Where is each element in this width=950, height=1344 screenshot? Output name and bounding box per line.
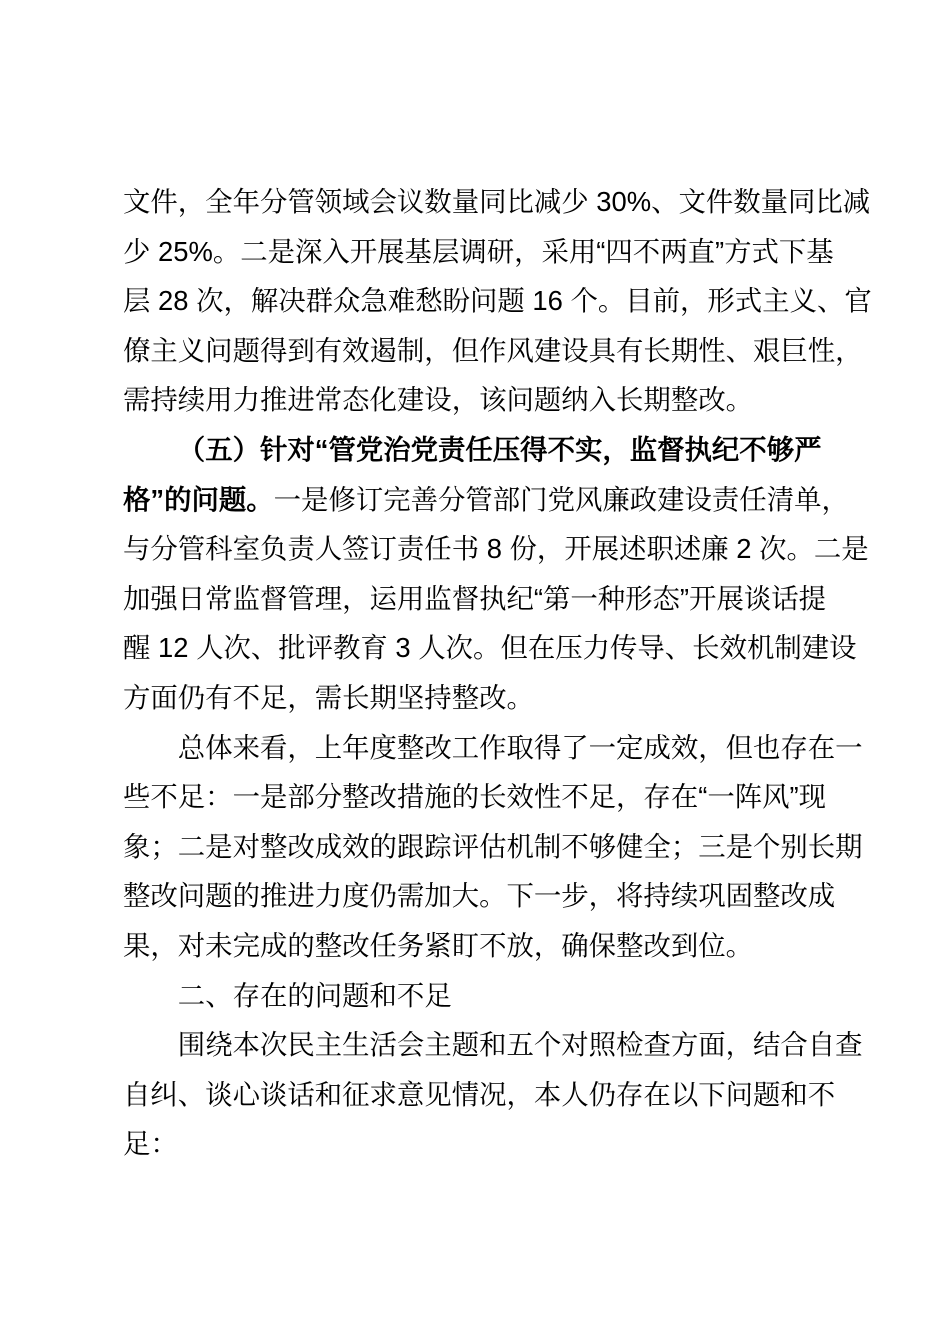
text-segment: 围绕本次民主生活会主题和五个对照检查方面，结合自查 [177, 1029, 863, 1061]
text-line [123, 971, 875, 1021]
text-line [123, 326, 875, 376]
text-segment: 醒 12 人次、批评教育 3 人次。但在压力传导、长效机制建设 [123, 632, 857, 664]
text-line [123, 623, 875, 673]
text-segment: 需持续用力推进常态化建设，该问题纳入长期整改。 [123, 384, 753, 416]
text-line [123, 375, 875, 425]
text-line [123, 1020, 875, 1070]
text-segment: 二、存在的问题和不足 [177, 979, 452, 1011]
text-line [123, 276, 875, 326]
text-line [123, 574, 875, 624]
document-text-block [123, 177, 875, 1169]
text-line [123, 1070, 875, 1120]
text-line [123, 772, 875, 822]
text-segment: 层 28 次，解决群众急难愁盼问题 16 个。目前，形式主义、官 [123, 285, 872, 317]
text-segment: 果，对未完成的整改任务紧盯不放，确保整改到位。 [123, 929, 753, 961]
bold-text-segment: 格”的问题。 [123, 483, 274, 515]
text-line [123, 1119, 875, 1169]
text-line [123, 475, 875, 525]
text-segment: 些不足：一是部分整改措施的长效性不足，存在“一阵风”现 [123, 781, 827, 813]
text-segment: 僚主义问题得到有效遏制，但作风建设具有长期性、艰巨性， [123, 334, 863, 366]
text-segment: 一是修订完善分管部门党风廉政建设责任清单， [273, 483, 849, 515]
text-segment: 少 25%。二是深入开展基层调研，采用“四不两直”方式下基 [123, 235, 834, 267]
bold-text-segment: （五）针对“管党治党责任压得不实，监督执纪不够严 [177, 433, 822, 465]
text-line [123, 921, 875, 971]
text-line [123, 673, 875, 723]
text-line [123, 227, 875, 277]
text-line [123, 822, 875, 872]
text-segment: 与分管科室负责人签订责任书 8 份，开展述职述廉 2 次。二是 [123, 533, 869, 565]
text-segment: 总体来看，上年度整改工作取得了一定成效，但也存在一 [177, 731, 863, 763]
text-line [123, 871, 875, 921]
text-line [123, 723, 875, 773]
text-line [123, 524, 875, 574]
text-segment: 整改问题的推进力度仍需加大。下一步，将持续巩固整改成 [123, 880, 836, 912]
text-segment: 自纠、谈心谈话和征求意见情况，本人仍存在以下问题和不 [123, 1078, 836, 1110]
text-line [123, 177, 875, 227]
text-segment: 文件，全年分管领域会议数量同比减少 30%、文件数量同比减 [123, 186, 871, 217]
text-segment: 象；二是对整改成效的跟踪评估机制不够健全；三是个别长期 [123, 830, 863, 862]
text-segment: 足： [123, 1128, 178, 1160]
text-segment: 方面仍有不足，需长期坚持整改。 [123, 681, 534, 713]
text-line [123, 425, 875, 475]
text-segment: 加强日常监督管理，运用监督执纪“第一种形态”开展谈话提 [123, 582, 827, 614]
